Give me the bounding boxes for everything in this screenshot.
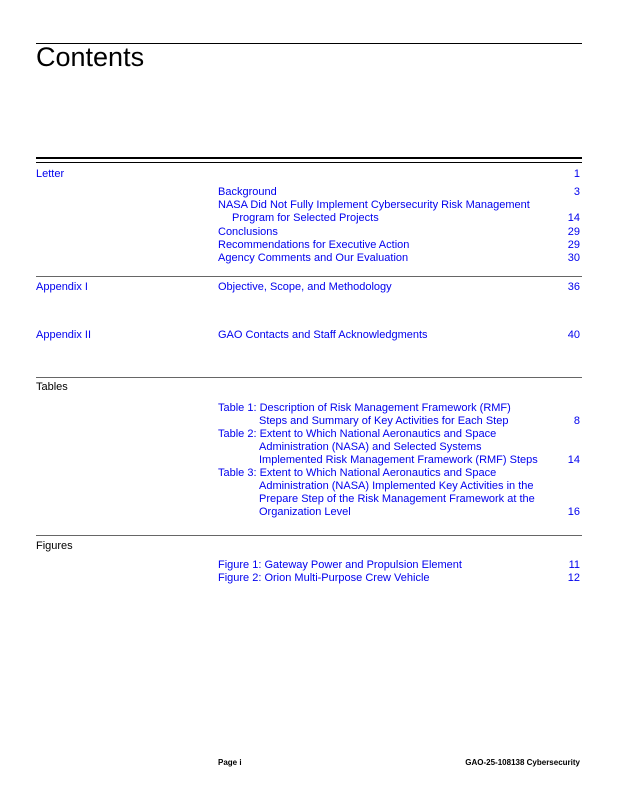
toc-entry-line: Agency Comments and Our Evaluation (218, 252, 409, 264)
section-rule-tables (36, 377, 582, 378)
contents-double-rule-bottom (36, 162, 582, 163)
toc-entry-agency-comments[interactable] (218, 252, 582, 265)
toc-entry-line: Table 1: Description of Risk Management Framework (RMF) (218, 402, 511, 414)
toc-entry-page: 14 (567, 212, 580, 224)
tables-heading: Tables (36, 381, 68, 393)
toc-entry-page: 29 (567, 226, 580, 238)
page-title: Contents (36, 42, 145, 72)
toc-entry-page: 12 (567, 572, 580, 584)
toc-entry-figure-1[interactable] (218, 559, 582, 572)
toc-entry-nasa-risk-management[interactable] (218, 199, 582, 225)
letter-page-number[interactable]: 1 (573, 168, 580, 180)
toc-entry-line: Recommendations for Executive Action (218, 239, 410, 251)
toc-entry-line (218, 454, 582, 467)
toc-entry-appendix-1[interactable] (218, 281, 582, 294)
toc-entry-line: Administration (NASA) Implemented Key Activities in the (259, 480, 534, 492)
toc-entry-line (218, 415, 582, 428)
toc-entry-conclusions[interactable] (218, 226, 582, 239)
toc-entry-line: Prepare Step of the Risk Management Framework at the (259, 493, 535, 505)
toc-entry-recommendations[interactable] (218, 239, 582, 252)
toc-entry-page: 8 (573, 415, 580, 427)
toc-entry-line: Table 3: Extent to Which National Aeronautics and Space (218, 467, 497, 479)
footer-page-label: Page i (218, 758, 242, 767)
toc-entry-background[interactable] (218, 186, 582, 199)
figures-heading: Figures (36, 540, 73, 552)
section-rule-appendix-1 (36, 276, 582, 277)
toc-entry-line: Figure 1: Gateway Power and Propulsion Element (218, 559, 462, 571)
toc-entry-page: 11 (568, 559, 580, 571)
toc-entry-page: 14 (567, 454, 580, 466)
footer-report-id: GAO-25-108138 Cybersecurity (465, 758, 580, 767)
toc-entry-line: Background (218, 186, 277, 198)
toc-entry-table-3[interactable] (218, 467, 582, 519)
toc-entry-line: NASA Did Not Fully Implement Cybersecurity Risk Management (218, 199, 530, 211)
toc-entry-line (218, 506, 582, 519)
section-rule-figures (36, 535, 582, 536)
toc-entry-page: 30 (567, 252, 580, 264)
toc-entry-page: 3 (573, 186, 580, 198)
toc-entry-page: 40 (567, 329, 580, 341)
toc-entry-line: Conclusions (218, 226, 278, 238)
toc-entry-line: Administration (NASA) and Selected Systems (259, 441, 482, 453)
toc-entry-line-text: Organization Level (259, 506, 351, 518)
toc-entry-line: GAO Contacts and Staff Acknowledgments (218, 329, 428, 341)
toc-entry-figure-2[interactable] (218, 572, 582, 585)
toc-entry-line-text: Program for Selected Projects (232, 212, 379, 224)
appendix-2-label[interactable]: Appendix II (36, 329, 92, 341)
toc-entry-line-text: Steps and Summary of Key Activities for Each Step (259, 415, 509, 427)
contents-double-rule-top (36, 157, 582, 159)
toc-entry-table-1[interactable] (218, 402, 582, 428)
toc-entry-page: 29 (567, 239, 580, 251)
toc-entry-page: 36 (567, 281, 580, 293)
toc-entry-appendix-2[interactable] (218, 329, 582, 342)
toc-entry-line-text: Implemented Risk Management Framework (RMF) Steps (259, 454, 538, 466)
toc-entry-line (218, 212, 582, 225)
toc-entry-table-2[interactable] (218, 428, 582, 467)
toc-entry-page: 16 (567, 506, 580, 518)
toc-entry-line: Table 2: Extent to Which National Aeronautics and Space (218, 428, 497, 440)
toc-entry-line: Objective, Scope, and Methodology (218, 281, 392, 293)
letter-link[interactable]: Letter (36, 168, 65, 180)
appendix-1-label[interactable]: Appendix I (36, 281, 88, 293)
toc-entry-line: Figure 2: Orion Multi-Purpose Crew Vehicle (218, 572, 430, 584)
